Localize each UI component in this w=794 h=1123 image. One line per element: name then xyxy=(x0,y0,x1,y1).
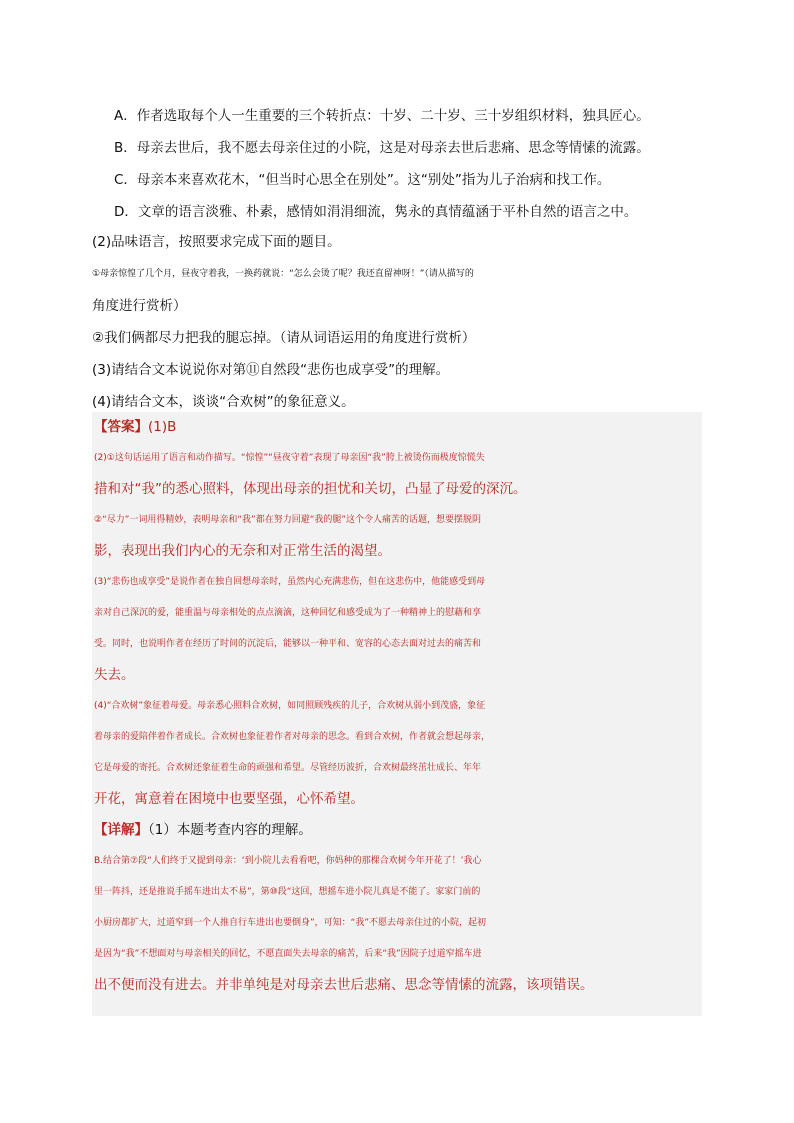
answer-text-line: 着母亲的爱陪伴着作者成长。合欢树也象征着作者对母亲的思念。看到合欢树，作者就会想起母亲， xyxy=(94,732,491,742)
answer-text-line: 开花，寓意着在困境中也要坚强，心怀希望。 xyxy=(94,791,364,807)
question-2-1-line2: 角度进行赏析） xyxy=(92,298,187,314)
answer-text-line: 失去。 xyxy=(94,667,135,683)
detail-line xyxy=(92,815,702,846)
explanation-line: B.结合第⑦段“人们终于又提到母亲：‘到小院儿去看看吧，你妈种的那棵合欢树今年开花了！’我心 xyxy=(94,856,482,866)
option-b: B．母亲去世后，我不愿去母亲住过的小院，这是对母亲去世后悲痛、思念等情愫的流露。 xyxy=(114,140,650,156)
detail-tag: 【详解】 xyxy=(94,822,148,838)
answer-text-line: (2)①这句话运用了语言和动作描写。“惊惶”“昼夜守着”表现了母亲因“我”胯上被烫伤而极度惊慌失 xyxy=(94,453,485,463)
answer-text-line: (4)“合欢树”象征着母爱。母亲悉心照料合欢树，如同照顾残疾的儿子，合欢树从弱小到茂盛，象征 xyxy=(94,701,486,711)
answer-text-line: 措和对“我”的悉心照料，体现出母亲的担忧和关切，凸显了母爱的深沉。 xyxy=(94,481,527,497)
answer-tag: 【答案】 xyxy=(94,419,148,435)
answer-text-line: (3)“悲伤也成享受”是说作者在独自回想母亲时，虽然内心充满悲伤，但在这悲伤中，他能感受到母 xyxy=(94,577,486,587)
question-2-2: ②我们俩都尽力把我的腿忘掉。（请从词语运用的角度进行赏析） xyxy=(92,330,476,346)
question-4: (4)请结合文本，谈谈“合欢树”的象征意义。 xyxy=(92,394,355,410)
detail-text: （1）本题考查内容的理解。 xyxy=(148,822,312,838)
answer-text-line: 亲对自己深沉的爱，能重温与母亲相处的点点滴滴，这种回忆和感受成为了一种精神上的慰藉和享 xyxy=(94,608,482,618)
question-2: (2)品味语言，按照要求完成下面的题目。 xyxy=(92,234,341,250)
answer-section xyxy=(92,412,702,1016)
answer-line-1 xyxy=(92,412,702,443)
choice-options xyxy=(114,100,714,228)
explanation-line: 是因为“我”不想面对与母亲相关的回忆，不愿直面失去母亲的痛苦，后来“我”因院子过道窄摇车进 xyxy=(94,949,482,959)
explanation-line: 出不便而没有进去。并非单纯是对母亲去世后悲痛、思念等情愫的流露，该项错误。 xyxy=(94,977,594,993)
question-3: (3)请结合文本说说你对第⑪自然段“悲伤也成享受”的理解。 xyxy=(92,362,450,378)
question-block xyxy=(92,226,704,418)
explanation-line: 小厨房都扩大，过道窄到一个人推自行车进出也要倒身”，可知：“我”不愿去母亲住过的小院，起初 xyxy=(94,918,486,928)
answer-text-line: 影，表现出我们内心的无奈和对正常生活的渴望。 xyxy=(94,543,391,559)
answer-text-line: ②“尽力”一词用得精妙，表明母亲和“我”都在努力回避“我的腿”这个令人痛苦的话题，想要摆脱阴 xyxy=(94,515,482,525)
option-a: A．作者选取每个人一生重要的三个转折点：十岁、二十岁、三十岁组织材料，独具匠心。 xyxy=(114,108,650,124)
option-c: C．母亲本来喜欢花木，“但当时心思全在别处”。这“别处”指为儿子治病和找工作。 xyxy=(114,172,611,188)
answer-text-line: 受。同时，也说明作者在经历了时间的沉淀后，能够以一种平和、宽容的心态去面对过去的痛苦和 xyxy=(94,639,482,649)
option-d: D．文章的语言淡雅、朴素，感情如涓涓细流，隽永的真情蕴涵于平朴自然的语言之中。 xyxy=(114,204,638,220)
question-2-1-line1: ①母亲惊惶了几个月，昼夜守着我，一换药就说：“怎么会烫了呢？我还直留神呀！”（请从描写的 xyxy=(92,269,474,279)
answer-text-line: 它是母爱的寄托。合欢树还象征着生命的顽强和希望。尽管经历波折，合欢树最终茁壮成长、年年 xyxy=(94,763,482,773)
explanation-line: 里一阵抖，还是推说手摇车进出太不易”，第⑩段“这回，想摇车进小院儿真是不能了。家家门前的 xyxy=(94,887,481,897)
answer-1: (1)B xyxy=(148,419,177,435)
